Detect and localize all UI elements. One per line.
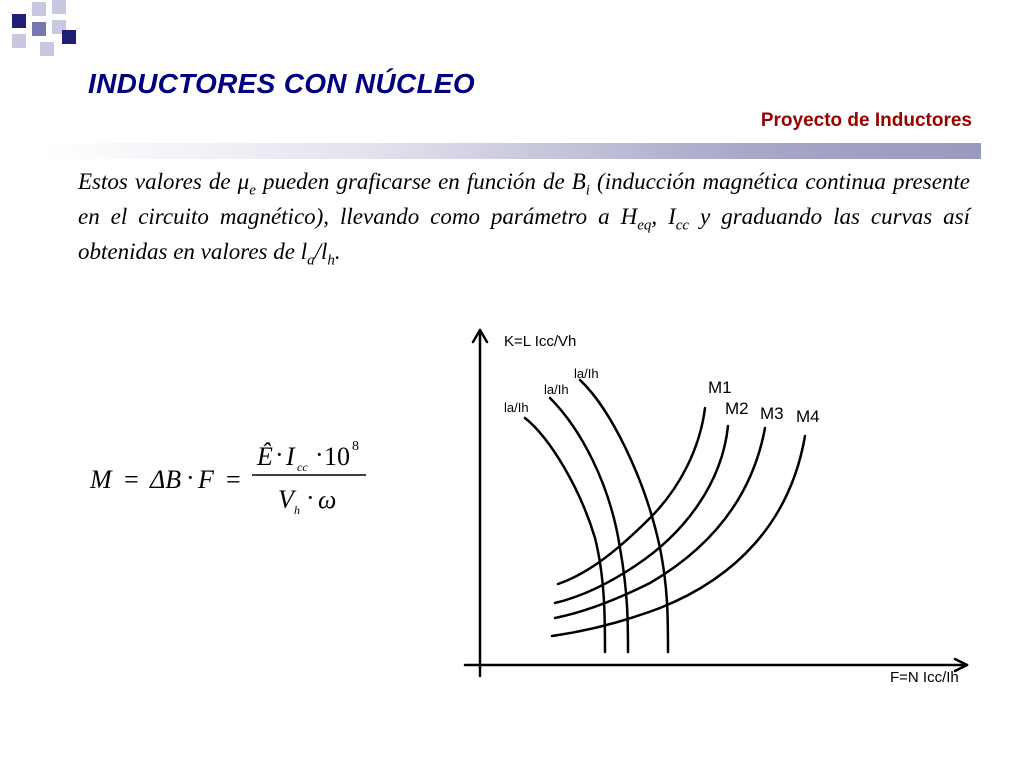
m-label: M2 — [725, 399, 749, 418]
family-label: la/Ih — [504, 400, 529, 415]
m-curve — [552, 436, 805, 636]
formula-omega: ω — [318, 485, 337, 514]
m-label: M3 — [760, 404, 784, 423]
formula-ten: 10 — [324, 442, 350, 471]
corner-decoration — [0, 0, 80, 62]
k-f-diagram — [440, 318, 980, 688]
decor-square — [32, 22, 46, 36]
formula-e-hat: Ê — [257, 442, 273, 471]
decor-square — [52, 0, 66, 14]
decor-square — [12, 14, 26, 28]
family-label: la/Ih — [574, 366, 599, 381]
m-curve — [555, 428, 765, 618]
formula-dot: · — [306, 483, 315, 512]
formula-dot: · — [315, 440, 324, 469]
formula-eq1: = — [124, 465, 139, 494]
formula-dot: · — [186, 463, 195, 492]
formula — [80, 428, 380, 528]
body-paragraph: Estos valores de $\mu_e$ pueden graficarse en función de $B_i$ (inducción magnética continua presente en el circuito magnético), llevando como parámetro a $H_{eq}$, $I_{cc}$ y graduando las curvas así obtenidas en valores de $l_a/l_h$. — [78, 169, 971, 269]
formula-f: F — [198, 465, 214, 494]
la-ih-curve — [550, 398, 628, 652]
m-label: M1 — [708, 378, 732, 397]
formula-delta-b: ΔB — [150, 465, 182, 494]
page-title: INDUCTORES CON NÚCLEO — [88, 68, 475, 99]
formula-exp: 8 — [352, 439, 359, 454]
page-subtitle: Proyecto de Inductores — [760, 110, 972, 131]
decor-square — [62, 30, 76, 44]
decor-square — [12, 34, 26, 48]
formula-i: I — [286, 442, 295, 471]
y-axis-label: K=L Icc/Vh — [504, 333, 577, 350]
m-curve — [555, 426, 728, 603]
formula-dot: · — [275, 440, 284, 469]
family-label: la/Ih — [544, 382, 569, 397]
formula-i-sub: cc — [297, 460, 308, 474]
formula-v: V — [278, 485, 294, 514]
formula-lhs: M — [90, 465, 112, 494]
decor-square — [32, 2, 46, 16]
formula-eq2: = — [226, 465, 241, 494]
mu-symbol: μ — [237, 169, 250, 194]
m-label: M4 — [796, 407, 820, 426]
header-divider — [40, 143, 981, 159]
decor-square — [40, 42, 54, 56]
formula-v-sub: h — [294, 503, 300, 517]
x-axis-label: F=N Icc/Ih — [890, 669, 959, 686]
